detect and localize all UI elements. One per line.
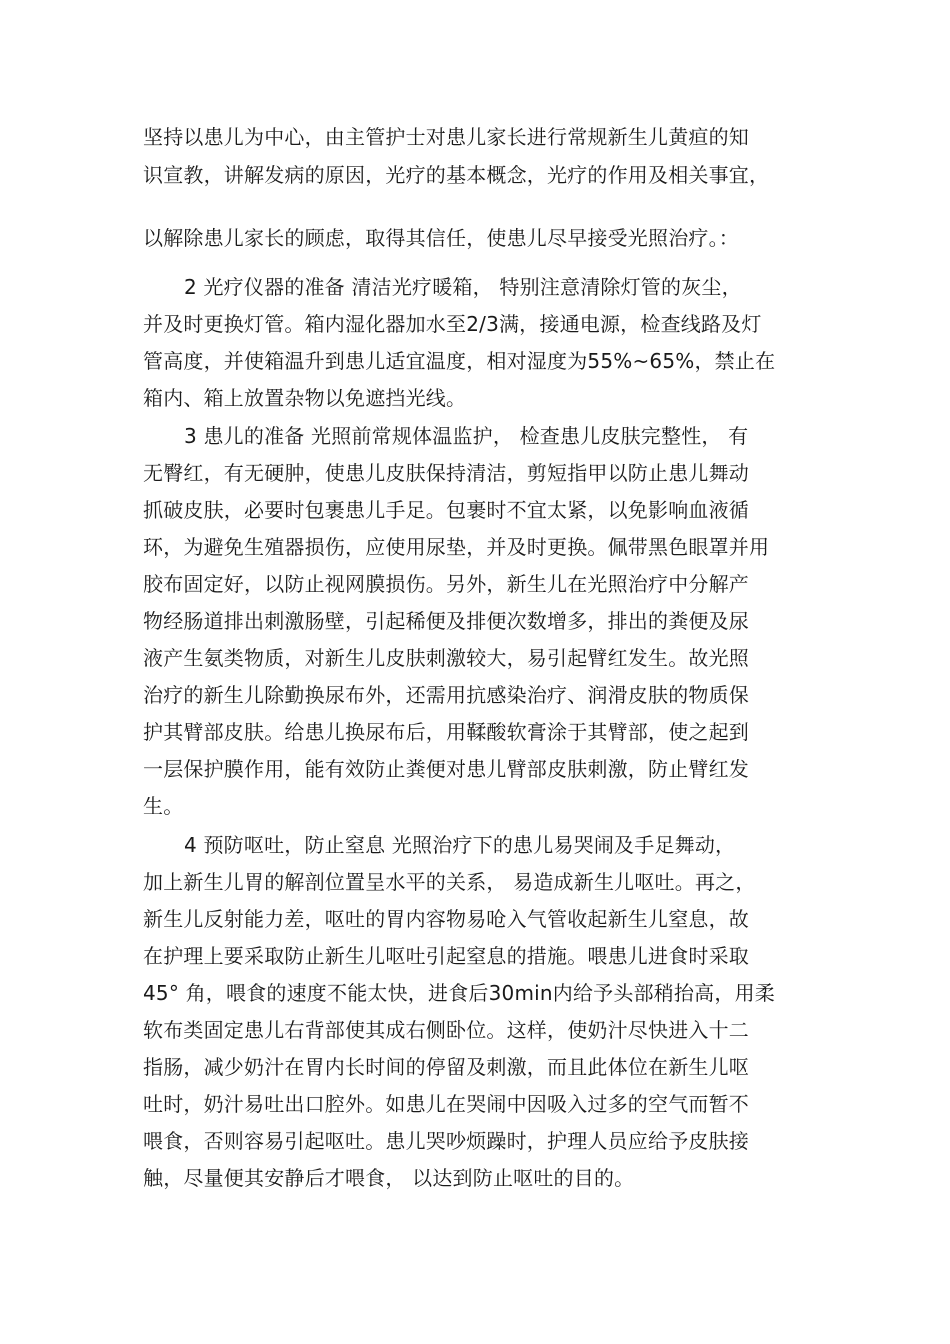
text-line: 吐时，奶汁易吐出口腔外。如患儿在哭闹中因吸入过多的空气而暂不 — [143, 1092, 749, 1116]
text-line: 胶布固定好，以防止视网膜损伤。另外，新生儿在光照治疗中分解产 — [143, 572, 749, 596]
paragraph-4-heading-line: 4 预防呕吐，防止窒息 光照治疗下的患儿易哭闹及手足舞动， — [184, 833, 736, 857]
text-line: 并及时更换灯管。箱内湿化器加水至2/3满，接通电源，检查线路及灯 — [143, 312, 762, 336]
text-line: 触，尽量便其安静后才喂食， 以达到防止呕吐的目的。 — [143, 1166, 635, 1190]
text-line: 加上新生儿胃的解剖位置呈水平的关系， 易造成新生儿呕吐。再之， — [143, 870, 756, 894]
text-line: 治疗的新生儿除勤换尿布外，还需用抗感染治疗、润滑皮肤的物质保 — [143, 683, 749, 707]
text-line: 在护理上要采取防止新生儿呕吐引起窒息的措施。喂患儿进食时采取 — [143, 944, 749, 968]
text-line: 箱内、箱上放置杂物以免遮挡光线。 — [143, 386, 467, 410]
text-line: 护其臂部皮肤。给患儿换尿布后，用鞣酸软膏涂于其臂部，使之起到 — [143, 720, 749, 744]
text-line: 一层保护膜作用，能有效防止粪便对患儿臂部皮肤刺激，防止臂红发 — [143, 757, 749, 781]
text-line: 喂食，否则容易引起呕吐。患儿哭吵烦躁时，护理人员应给予皮肤接 — [143, 1129, 749, 1153]
text-line: 指肠，减少奶汁在胃内长时间的停留及刺激，而且此体位在新生儿呕 — [143, 1055, 749, 1079]
text-line: 物经肠道排出刺激肠壁，引起稀便及排便次数增多，排出的粪便及尿 — [143, 609, 749, 633]
text-line: 生。 — [143, 794, 184, 818]
text-line: 抓破皮肤，必要时包裹患儿手足。包裹时不宜太紧，以免影响血液循 — [143, 498, 749, 522]
text-line: 液产生氨类物质，对新生儿皮肤刺激较大，易引起臂红发生。故光照 — [143, 646, 749, 670]
text-line: 以解除患儿家长的顾虑，取得其信任，使患儿尽早接受光照治疗。： — [143, 226, 739, 250]
text-line: 环，为避免生殖器损伤，应使用尿垫，并及时更换。佩带黑色眼罩并用 — [143, 535, 770, 559]
text-line: 新生儿反射能力差，呕吐的胃内容物易呛入气管收起新生儿窒息，故 — [143, 907, 749, 931]
text-line: 无臀红，有无硬肿，使患儿皮肤保持清洁，剪短指甲以防止患儿舞动 — [143, 461, 749, 485]
text-line: 识宣教，讲解发病的原因，光疗的基本概念，光疗的作用及相关事宜， — [143, 163, 770, 187]
text-line: 45° 角，喂食的速度不能太快，进食后30min内给予头部稍抬高，用柔 — [143, 981, 775, 1005]
text-line: 管高度，并使箱温升到患儿适宜温度，相对湿度为55%~65%，禁止在 — [143, 349, 776, 373]
paragraph-2-heading-line: 2 光疗仪器的准备 清洁光疗暖箱， 特别注意清除灯管的灰尘， — [184, 275, 742, 299]
text-line: 坚持以患儿为中心，由主管护士对患儿家长进行常规新生儿黄疸的知 — [143, 125, 749, 149]
paragraph-3-heading-line: 3 患儿的准备 光照前常规体温监护， 检查患儿皮肤完整性， 有 — [184, 424, 749, 448]
text-line: 软布类固定患儿右背部使其成右侧卧位。这样，使奶汁尽快进入十二 — [143, 1018, 749, 1042]
